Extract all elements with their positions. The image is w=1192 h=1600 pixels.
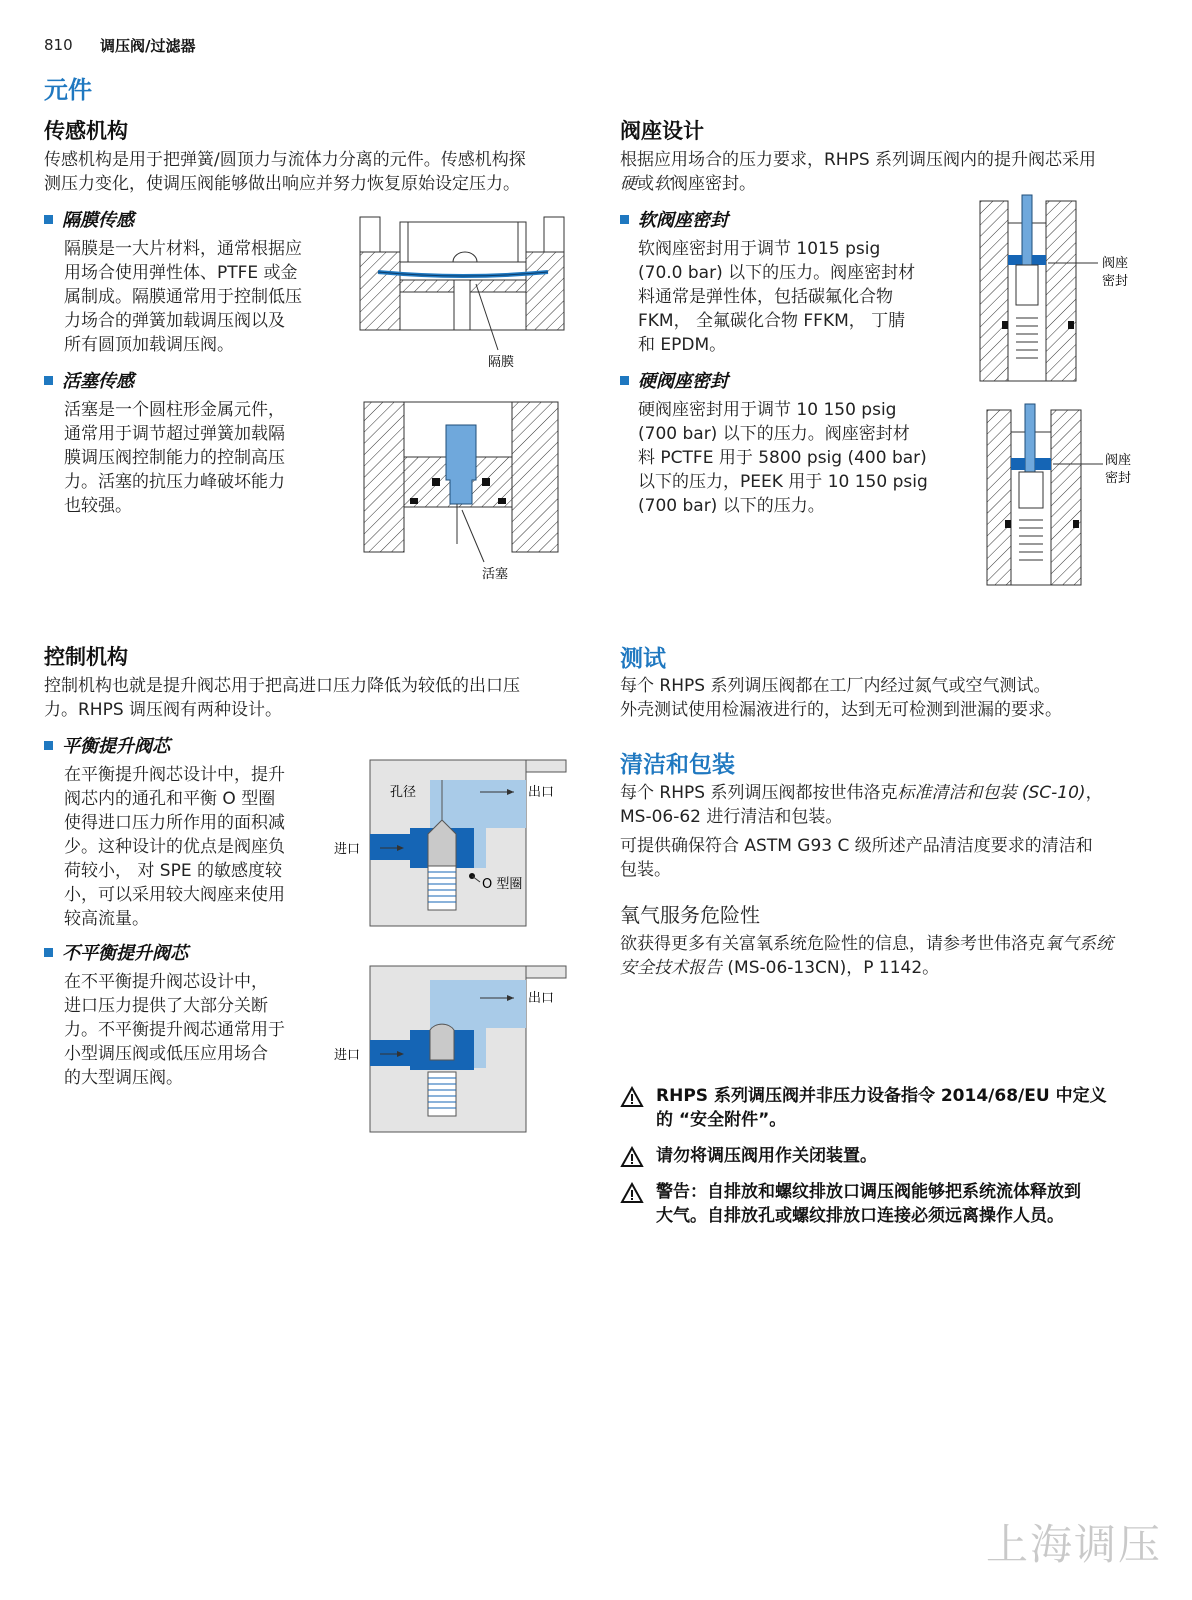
hard-seat-diagram xyxy=(985,402,1145,590)
text-line: 较高流量。 xyxy=(64,909,149,929)
diaphragm-diagram xyxy=(358,212,568,372)
diaphragm-text xyxy=(64,237,344,357)
watermark: 上海调压 xyxy=(985,1520,1162,1569)
text-line: (70.0 bar) 以下的压力。阀座密封材 xyxy=(638,263,916,283)
text-line: 通常用于调节超过弹簧加载隔 xyxy=(64,424,285,444)
piston-text xyxy=(64,398,344,518)
bullet-square-icon xyxy=(44,376,53,385)
text-line: 硬阀座密封用于调节 10 150 psig xyxy=(638,400,897,420)
text-line: RHPS 系列调压阀并非压力设备指令 2014/68/EU 中定义 xyxy=(656,1086,1107,1106)
bullet-square-icon xyxy=(620,215,629,224)
balanced-inlet-label: 进口 xyxy=(334,842,361,857)
control-intro-line: 控制机构也就是提升阀芯用于把高进口压力降低为较低的出口压 xyxy=(44,676,520,696)
text-line: 膜调压阀控制能力的控制高压 xyxy=(64,448,285,468)
text-line: 的 “安全附件”。 xyxy=(656,1110,787,1130)
text-line: 大气。自排放孔或螺纹排放口连接必须远离操作人员。 xyxy=(656,1206,1064,1226)
text-line: 软阀座密封用于调节 1015 psig xyxy=(638,239,881,259)
warning-triangle-icon xyxy=(620,1182,644,1204)
text-line: (700 bar) 以下的压力。阀座密封材 xyxy=(638,424,910,444)
text: 或 xyxy=(637,174,654,194)
text-line: 外壳测试使用检漏液进行的，达到无可检测到泄漏的要求。 xyxy=(620,700,1062,720)
sensing-intro xyxy=(44,148,584,196)
text-line: 力。活塞的抗压力峰破坏能力 xyxy=(64,472,285,492)
piston-subheading xyxy=(44,367,134,393)
balanced-subheading xyxy=(44,732,170,758)
piston-title: 活塞传感 xyxy=(62,371,134,392)
cleaning-text xyxy=(620,781,1180,829)
diaphragm-subheading xyxy=(44,206,134,232)
hard-seat-label-1: 阀座 xyxy=(1105,453,1132,468)
text-line: 请勿将调压阀用作关闭装置。 xyxy=(656,1146,877,1166)
control-intro xyxy=(44,674,584,722)
section-title: 元件 xyxy=(44,76,92,104)
hard-seat-subheading xyxy=(620,367,728,393)
text-line: 小，可以采用较大阀座来使用 xyxy=(64,885,285,905)
oring-label: O 型圈 xyxy=(482,877,523,892)
text-line: 料通常是弹性体，包括碳氟化合物 xyxy=(638,287,893,307)
balanced-text xyxy=(64,763,324,931)
oxygen-heading: 氧气服务危险性 xyxy=(620,903,760,927)
text-line xyxy=(620,781,1180,805)
bullet-square-icon xyxy=(44,215,53,224)
italic-text: 软 xyxy=(654,174,671,194)
control-heading: 控制机构 xyxy=(44,645,128,669)
bore-label: 孔径 xyxy=(390,785,417,800)
text: 每个 RHPS 系列调压阀都按世伟洛克 xyxy=(620,783,898,803)
warning-triangle-icon xyxy=(620,1086,644,1108)
text-line: 活塞是一个圆柱形金属元件， xyxy=(64,400,285,420)
text-line xyxy=(620,956,1180,980)
text-line: 力。不平衡提升阀芯通常用于 xyxy=(64,1020,285,1040)
piston-label: 活塞 xyxy=(482,567,509,582)
text-line: 可提供确保符合 ASTM G93 C 级所述产品清洁度要求的清洁和 xyxy=(620,836,1093,856)
unbalanced-title: 不平衡提升阀芯 xyxy=(62,943,188,964)
italic-text: 安全技术报告 xyxy=(620,958,722,978)
text-line: 少。这种设计的优点是阀座负 xyxy=(64,837,285,857)
sensing-heading: 传感机构 xyxy=(44,119,128,143)
unbalanced-text xyxy=(64,970,324,1090)
text-line: 用场合使用弹性体、PTFE 或金 xyxy=(64,263,298,283)
seat-intro-line: 根据应用场合的压力要求，RHPS 系列调压阀内的提升阀芯采用 xyxy=(620,150,1097,170)
text-line: 每个 RHPS 系列调压阀都在工厂内经过氮气或空气测试。 xyxy=(620,676,1051,696)
cleaning-text-2 xyxy=(620,834,1180,882)
soft-seat-text xyxy=(638,237,958,357)
testing-heading: 测试 xyxy=(620,646,666,672)
text-line: 在平衡提升阀芯设计中，提升 xyxy=(64,765,285,785)
running-title: 调压阀/过滤器 xyxy=(100,37,196,55)
text: 阀座密封。 xyxy=(671,174,756,194)
oxygen-text xyxy=(620,932,1180,980)
cleaning-heading: 清洁和包装 xyxy=(620,752,735,778)
text-line: MS-06-62 进行清洁和包装。 xyxy=(620,807,843,827)
bullet-square-icon xyxy=(44,948,53,957)
text-line: 警告：自排放和螺纹排放口调压阀能够把系统流体释放到 xyxy=(656,1182,1081,1202)
warning-triangle-icon xyxy=(620,1146,644,1168)
sensing-intro-line: 测压力变化，使调压阀能够做出响应并努力恢复原始设定压力。 xyxy=(44,174,520,194)
soft-seat-title: 软阀座密封 xyxy=(638,210,728,231)
piston-diagram xyxy=(362,400,562,585)
bullet-square-icon xyxy=(44,741,53,750)
warning-text xyxy=(656,1144,877,1168)
text-line: 使得进口压力所作用的面积减 xyxy=(64,813,285,833)
warning-text xyxy=(656,1084,1107,1132)
sensing-intro-line: 传感机构是用于把弹簧/圆顶力与流体力分离的元件。传感机构探 xyxy=(44,150,526,170)
soft-seat-label-2: 密封 xyxy=(1102,274,1129,289)
bullet-square-icon xyxy=(620,376,629,385)
warning-1 xyxy=(620,1084,1160,1132)
text-line: 料 PCTFE 用于 5800 psig (400 bar) xyxy=(638,448,927,468)
soft-seat-label-1: 阀座 xyxy=(1102,256,1129,271)
control-intro-line: 力。RHPS 调压阀有两种设计。 xyxy=(44,700,283,720)
text-line: 在不平衡提升阀芯设计中， xyxy=(64,972,268,992)
unbalanced-outlet-label: 出口 xyxy=(528,991,555,1006)
text-line: 所有圆顶加载调压阀。 xyxy=(64,335,234,355)
balanced-outlet-label: 出口 xyxy=(528,785,555,800)
text-line: 力场合的弹簧加载调压阀以及 xyxy=(64,311,285,331)
diaphragm-title: 隔膜传感 xyxy=(62,210,134,231)
diaphragm-label: 隔膜 xyxy=(488,355,515,370)
hard-seat-text xyxy=(638,398,968,518)
italic-text: 硬 xyxy=(620,174,637,194)
text-line: 也较强。 xyxy=(64,496,132,516)
text: ， xyxy=(1085,783,1103,803)
warning-3 xyxy=(620,1180,1160,1228)
italic-text: 氧气系统 xyxy=(1045,934,1113,954)
page-number: 810 xyxy=(44,36,73,54)
text-line: 和 EPDM。 xyxy=(638,335,727,355)
unbalanced-poppet-diagram xyxy=(330,964,570,1136)
testing-text xyxy=(620,674,1180,722)
text: (MS-06-13CN)，P 1142。 xyxy=(722,958,940,978)
warning-text xyxy=(656,1180,1081,1228)
hard-seat-title: 硬阀座密封 xyxy=(638,371,728,392)
balanced-title: 平衡提升阀芯 xyxy=(62,736,170,757)
text-line: 包装。 xyxy=(620,860,671,880)
seat-heading: 阀座设计 xyxy=(620,119,704,143)
text-line: 进口压力提供了大部分关断 xyxy=(64,996,268,1016)
unbalanced-subheading xyxy=(44,939,188,965)
text: 欲获得更多有关富氧系统危险性的信息，请参考世伟洛克 xyxy=(620,934,1045,954)
text-line: 荷较小， 对 SPE 的敏感度较 xyxy=(64,861,282,881)
seat-intro xyxy=(620,148,1160,196)
text-line: 小型调压阀或低压应用场合 xyxy=(64,1044,268,1064)
text-line xyxy=(620,932,1180,956)
text-line: FKM， 全氟碳化合物 FFKM， 丁腈 xyxy=(638,311,906,331)
soft-seat-diagram xyxy=(978,193,1138,388)
soft-seat-subheading xyxy=(620,206,728,232)
warning-2 xyxy=(620,1144,1160,1168)
italic-text: 标准清洁和包装 (SC-10) xyxy=(897,783,1086,803)
text-line: 的大型调压阀。 xyxy=(64,1068,183,1088)
text-line: 隔膜是一大片材料，通常根据应 xyxy=(64,239,302,259)
text-line: 阀芯内的通孔和平衡 O 型圈 xyxy=(64,789,276,809)
text-line: 以下的压力，PEEK 用于 10 150 psig xyxy=(638,472,928,492)
hard-seat-label-2: 密封 xyxy=(1105,471,1132,486)
balanced-poppet-diagram xyxy=(330,758,570,930)
text-line: 属制成。隔膜通常用于控制低压 xyxy=(64,287,302,307)
unbalanced-inlet-label: 进口 xyxy=(334,1048,361,1063)
text-line: (700 bar) 以下的压力。 xyxy=(638,496,825,516)
